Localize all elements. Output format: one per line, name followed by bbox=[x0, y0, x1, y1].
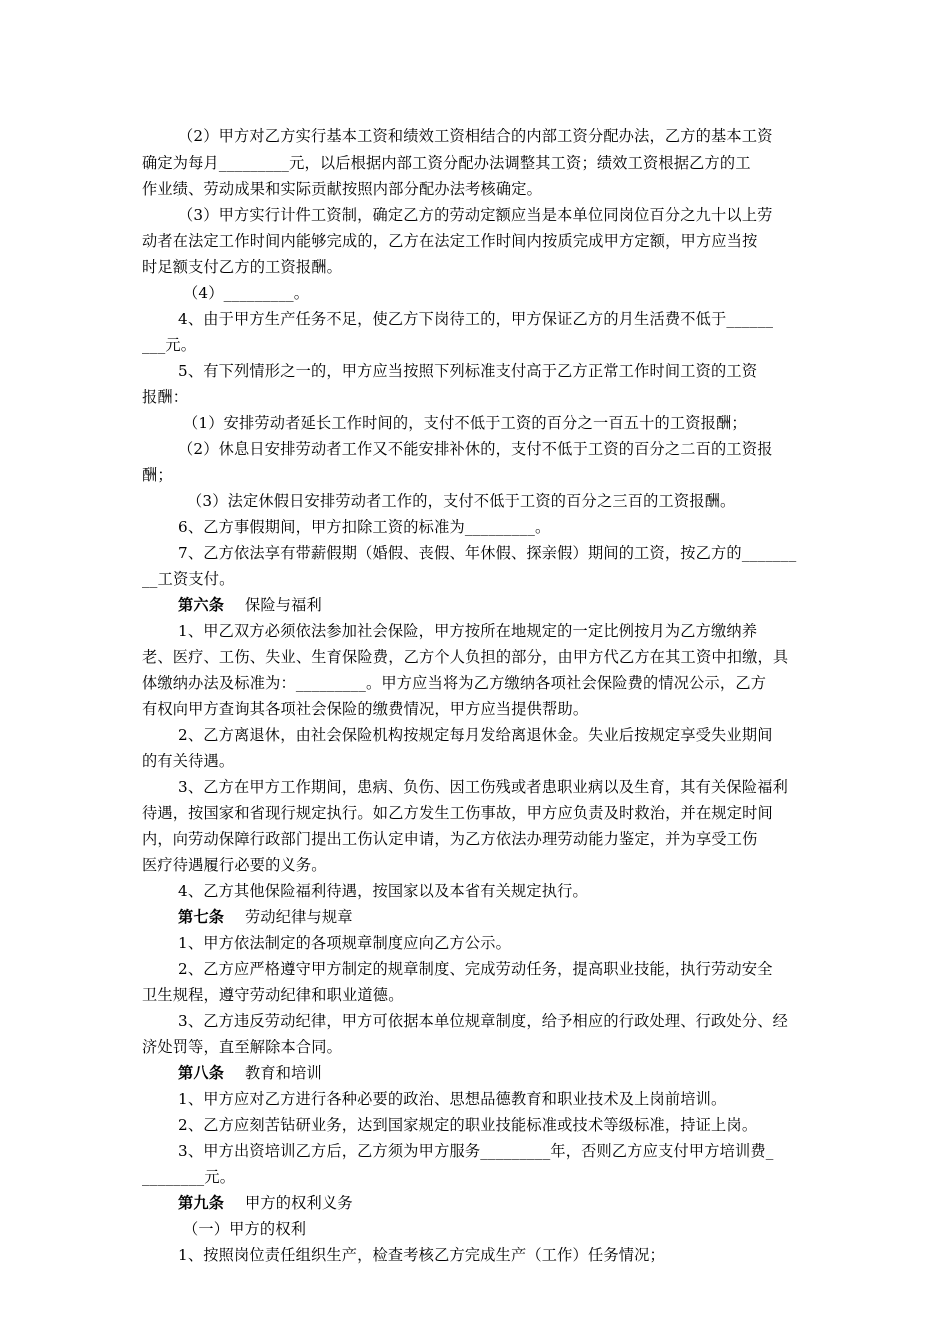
para-line: 6、乙方事假期间，甲方扣除工资的标准为_________。 bbox=[178, 518, 551, 536]
para-line: 待遇，按国家和省现行规定执行。如乙方发生工伤事故，甲方应负责及时救治，并在规定时间 bbox=[142, 804, 773, 822]
section-heading-6-number: 第六条 bbox=[178, 596, 225, 614]
para-line: 1、甲方依法制定的各项规章制度应向乙方公示。 bbox=[178, 934, 512, 952]
para-line: （3）法定休假日安排劳动者工作的，支付不低于工资的百分之三百的工资报酬。 bbox=[187, 492, 736, 510]
para-line: ________元。 bbox=[142, 1168, 236, 1186]
para-line: （4）_________。 bbox=[183, 284, 310, 302]
para-line: 7、乙方依法享有带薪假期（婚假、丧假、年休假、探亲假）期间的工资，按乙方的_______ bbox=[178, 544, 797, 562]
para-line: 内，向劳动保障行政部门提出工伤认定申请，为乙方依法办理劳动能力鉴定，并为享受工伤 bbox=[142, 830, 758, 848]
para-line: 2、乙方离退休，由社会保险机构按规定每月发给离退休金。失业后按规定享受失业期间 bbox=[178, 726, 773, 744]
para-line: 确定为每月_________元，以后根据内部工资分配办法调整其工资；绩效工资根据乙方的工 bbox=[142, 154, 751, 172]
para-line: 体缴纳办法及标准为：_________。甲方应当将为乙方缴纳各项社会保险费的情况公示，乙方 bbox=[142, 674, 767, 692]
para-line: 报酬： bbox=[142, 388, 189, 406]
para-line: 1、按照岗位责任组织生产，检查考核乙方完成生产（工作）任务情况； bbox=[178, 1246, 665, 1264]
para-line: 酬； bbox=[142, 466, 173, 484]
para-line: （2）休息日安排劳动者工作又不能安排补休的，支付不低于工资的百分之二百的工资报 bbox=[178, 440, 773, 458]
para-line: （1）安排劳动者延长工作时间的，支付不低于工资的百分之一百五十的工资报酬； bbox=[183, 414, 747, 432]
para-line: 5、有下列情形之一的，甲方应当按照下列标准支付高于乙方正常工作时间工资的工资 bbox=[178, 362, 758, 380]
para-line: 2、乙方应刻苦钻研业务，达到国家规定的职业技能标准或技术等级标准，持证上岗。 bbox=[178, 1116, 758, 1134]
para-line: 的有关待遇。 bbox=[142, 752, 235, 770]
para-line: 4、乙方其他保险福利待遇，按国家以及本省有关规定执行。 bbox=[178, 882, 588, 900]
para-line: 3、乙方违反劳动纪律，甲方可依据本单位规章制度，给予相应的行政处理、行政处分、经 bbox=[178, 1012, 788, 1030]
para-line: 1、甲方应对乙方进行各种必要的政治、思想品德教育和职业技术及上岗前培训。 bbox=[178, 1090, 727, 1108]
para-line: 老、医疗、工伤、失业、生育保险费，乙方个人负担的部分，由甲方代乙方在其工资中扣缴，具 bbox=[142, 648, 789, 666]
para-line: 时足额支付乙方的工资报酬。 bbox=[142, 258, 343, 276]
section-heading-6-title: 保险与福利 bbox=[245, 596, 322, 614]
section-heading-9-title: 甲方的权利义务 bbox=[245, 1194, 353, 1212]
section-heading-7-number: 第七条 bbox=[178, 908, 225, 926]
section-heading-8-title: 教育和培训 bbox=[245, 1064, 322, 1082]
para-line: 3、乙方在甲方工作期间，患病、负伤、因工伤残或者患职业病以及生育，其有关保险福利 bbox=[178, 778, 788, 796]
para-line: （2）甲方对乙方实行基本工资和绩效工资相结合的内部工资分配办法，乙方的基本工资 bbox=[178, 127, 773, 145]
para-line: __工资支付。 bbox=[142, 570, 235, 588]
para-line: 作业绩、劳动成果和实际贡献按照内部分配办法考核确定。 bbox=[142, 180, 543, 198]
para-line: 1、甲乙双方必须依法参加社会保险，甲方按所在地规定的一定比例按月为乙方缴纳养 bbox=[178, 622, 758, 640]
subsection-heading: （一）甲方的权利 bbox=[183, 1220, 307, 1238]
section-heading-7-title: 劳动纪律与规章 bbox=[245, 908, 353, 926]
para-line: 动者在法定工作时间内能够完成的，乙方在法定工作时间内按质完成甲方定额，甲方应当按 bbox=[142, 232, 758, 250]
para-line: 2、乙方应严格遵守甲方制定的规章制度、完成劳动任务，提高职业技能，执行劳动安全 bbox=[178, 960, 773, 978]
para-line: ___元。 bbox=[142, 336, 197, 354]
section-heading-9-number: 第九条 bbox=[178, 1194, 225, 1212]
para-line: 卫生规程，遵守劳动纪律和职业道德。 bbox=[142, 986, 404, 1004]
para-line: 医疗待遇履行必要的义务。 bbox=[142, 856, 327, 874]
para-line: （3）甲方实行计件工资制，确定乙方的劳动定额应当是本单位同岗位百分之九十以上劳 bbox=[178, 206, 773, 224]
para-line: 3、甲方出资培训乙方后，乙方须为甲方服务_________年，否则乙方应支付甲方培训费_ bbox=[178, 1142, 774, 1160]
para-line: 有权向甲方查询其各项社会保险的缴费情况，甲方应当提供帮助。 bbox=[142, 700, 589, 718]
section-heading-8-number: 第八条 bbox=[178, 1064, 225, 1082]
para-line: 济处罚等，直至解除本合同。 bbox=[142, 1038, 343, 1056]
para-line: 4、由于甲方生产任务不足，使乙方下岗待工的，甲方保证乙方的月生活费不低于______ bbox=[178, 310, 774, 328]
